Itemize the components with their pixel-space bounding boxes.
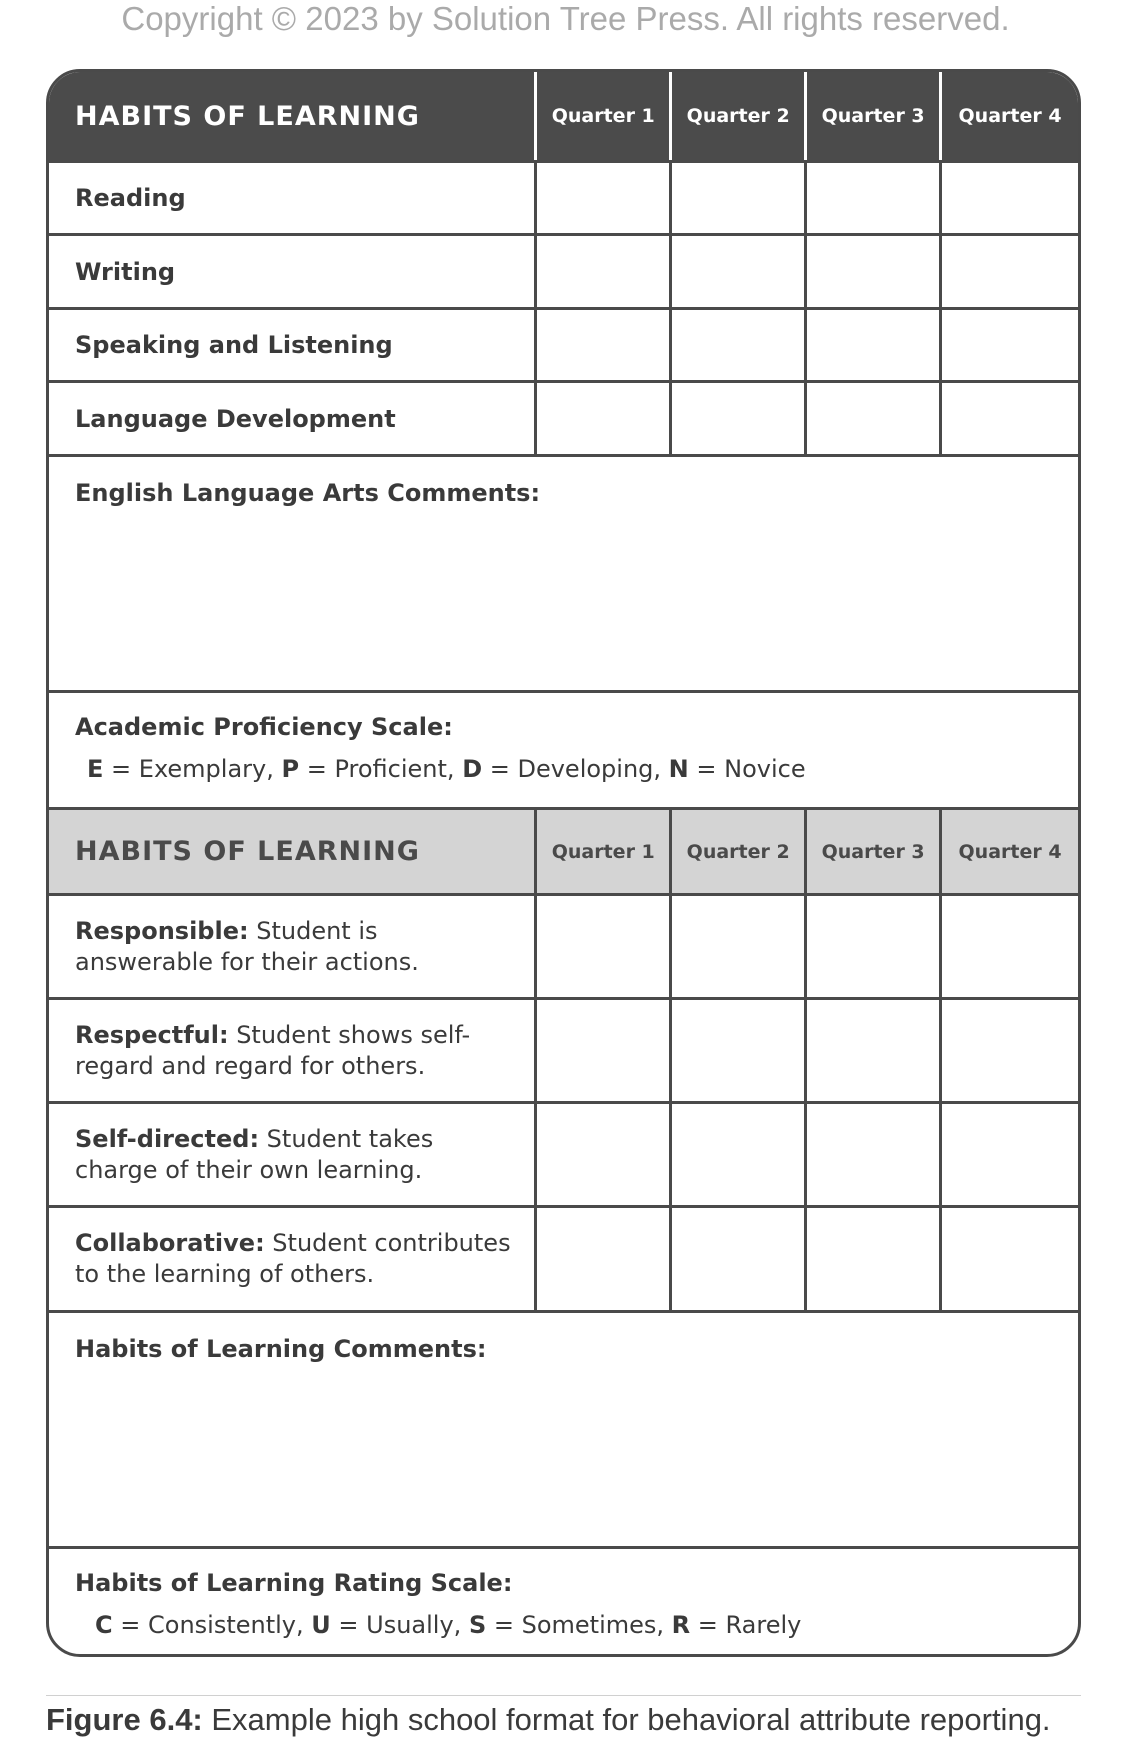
rating-cell[interactable] (807, 1104, 942, 1205)
table-row (49, 163, 1078, 236)
section2-header-row (49, 810, 1078, 896)
report-card-form (46, 69, 1081, 1657)
rating-cell[interactable] (537, 896, 672, 997)
subject-reading: Reading (75, 184, 186, 212)
section2-title: HABITS OF LEARNING (75, 836, 420, 867)
subject-speaking-listening: Speaking and Listening (75, 331, 393, 359)
rating-cell[interactable] (672, 1000, 807, 1101)
habits-comments-label: Habits of Learning Comments: (75, 1335, 487, 1363)
table-row (49, 236, 1078, 310)
grade-cell[interactable] (672, 236, 807, 307)
section2-quarter-1-header: Quarter 1 (551, 840, 655, 863)
rating-cell[interactable] (807, 896, 942, 997)
ela-comments-label: English Language Arts Comments: (75, 479, 541, 507)
table-row (49, 896, 1078, 1000)
habit-responsible: Responsible: Student is answerable for their actions. (75, 916, 419, 976)
academic-scale-legend: E = Exemplary, P = Proficient, D = Developing, N = Novice (87, 755, 806, 783)
grade-cell[interactable] (672, 163, 807, 233)
rating-cell[interactable] (942, 1208, 1078, 1310)
habits-rating-scale (49, 1549, 1078, 1657)
scale-key: S (468, 1611, 487, 1639)
section1-title: HABITS OF LEARNING (75, 100, 420, 132)
copyright-notice: Copyright © 2023 by Solution Tree Press. All rights reserved. (121, 0, 1010, 37)
rating-cell[interactable] (672, 896, 807, 997)
habits-scale-legend: C = Consistently, U = Usually, S = Sometimes, R = Rarely (95, 1611, 802, 1639)
academic-proficiency-scale (49, 693, 1078, 810)
grade-cell[interactable] (942, 310, 1078, 380)
rating-cell[interactable] (672, 1104, 807, 1205)
section2-quarter-4-header: Quarter 4 (958, 840, 1062, 863)
rating-cell[interactable] (942, 1000, 1078, 1101)
grade-cell[interactable] (807, 310, 942, 380)
figure-caption (46, 1700, 1051, 1740)
grade-cell[interactable] (672, 383, 807, 454)
grade-cell[interactable] (537, 383, 672, 454)
section1-quarter-3-header: Quarter 3 (821, 105, 925, 127)
table-row (49, 1104, 1078, 1208)
scale-key: P (281, 755, 300, 783)
rating-cell[interactable] (807, 1000, 942, 1101)
rating-cell[interactable] (942, 1104, 1078, 1205)
subject-language-development: Language Development (75, 404, 396, 433)
rating-cell[interactable] (672, 1208, 807, 1310)
grade-cell[interactable] (672, 310, 807, 380)
grade-cell[interactable] (942, 163, 1078, 233)
grade-cell[interactable] (807, 236, 942, 307)
section1-header-row (49, 72, 1078, 163)
rating-cell[interactable] (942, 896, 1078, 997)
table-row (49, 383, 1078, 457)
section1-quarter-2-header: Quarter 2 (686, 105, 790, 127)
rating-cell[interactable] (807, 1208, 942, 1310)
caption-divider (46, 1695, 1081, 1696)
scale-value: Rarely (725, 1611, 802, 1639)
scale-key: R (671, 1611, 691, 1639)
table-row (49, 1000, 1078, 1104)
section2-quarter-2-header: Quarter 2 (686, 840, 790, 863)
scale-key: D (462, 755, 483, 783)
habit-respectful: Respectful: Student shows self- regard and regard for others. (75, 1020, 471, 1080)
scale-key: C (95, 1611, 113, 1639)
grade-cell[interactable] (537, 236, 672, 307)
scale-value: Exemplary (138, 755, 267, 783)
section2-quarter-3-header: Quarter 3 (821, 840, 925, 863)
subject-writing: Writing (75, 257, 176, 286)
table-row (49, 1208, 1078, 1313)
academic-scale-title: Academic Proficiency Scale: (75, 713, 453, 741)
rating-cell[interactable] (537, 1104, 672, 1205)
habits-comments-box[interactable] (49, 1313, 1078, 1549)
scale-value: Developing (517, 755, 654, 783)
scale-value: Proficient (334, 755, 447, 783)
scale-key: U (311, 1611, 331, 1639)
scale-value: Sometimes (521, 1611, 657, 1639)
scale-key: N (668, 755, 689, 783)
scale-key: E (87, 755, 104, 783)
section1-quarter-1-header: Quarter 1 (551, 105, 655, 127)
section1-quarter-4-header: Quarter 4 (958, 105, 1062, 127)
table-row (49, 310, 1078, 383)
grade-cell[interactable] (537, 310, 672, 380)
scale-value: Consistently (148, 1611, 296, 1639)
grade-cell[interactable] (537, 163, 672, 233)
figure-number: Figure 6.4: (46, 1702, 203, 1737)
habit-self-directed: Self-directed: Student takes charge of their own learning. (75, 1124, 434, 1184)
grade-cell[interactable] (807, 163, 942, 233)
scale-value: Novice (724, 755, 806, 783)
ela-comments-box[interactable] (49, 457, 1078, 693)
rating-cell[interactable] (537, 1208, 672, 1310)
habits-scale-title: Habits of Learning Rating Scale: (75, 1569, 513, 1597)
grade-cell[interactable] (942, 383, 1078, 454)
grade-cell[interactable] (807, 383, 942, 454)
habit-collaborative: Collaborative: Student contributes to the learning of others. (75, 1229, 511, 1288)
rating-cell[interactable] (537, 1000, 672, 1101)
figure-caption-text: Example high school format for behavioral attribute reporting. (202, 1702, 1051, 1737)
scale-value: Usually (366, 1611, 454, 1639)
grade-cell[interactable] (942, 236, 1078, 307)
